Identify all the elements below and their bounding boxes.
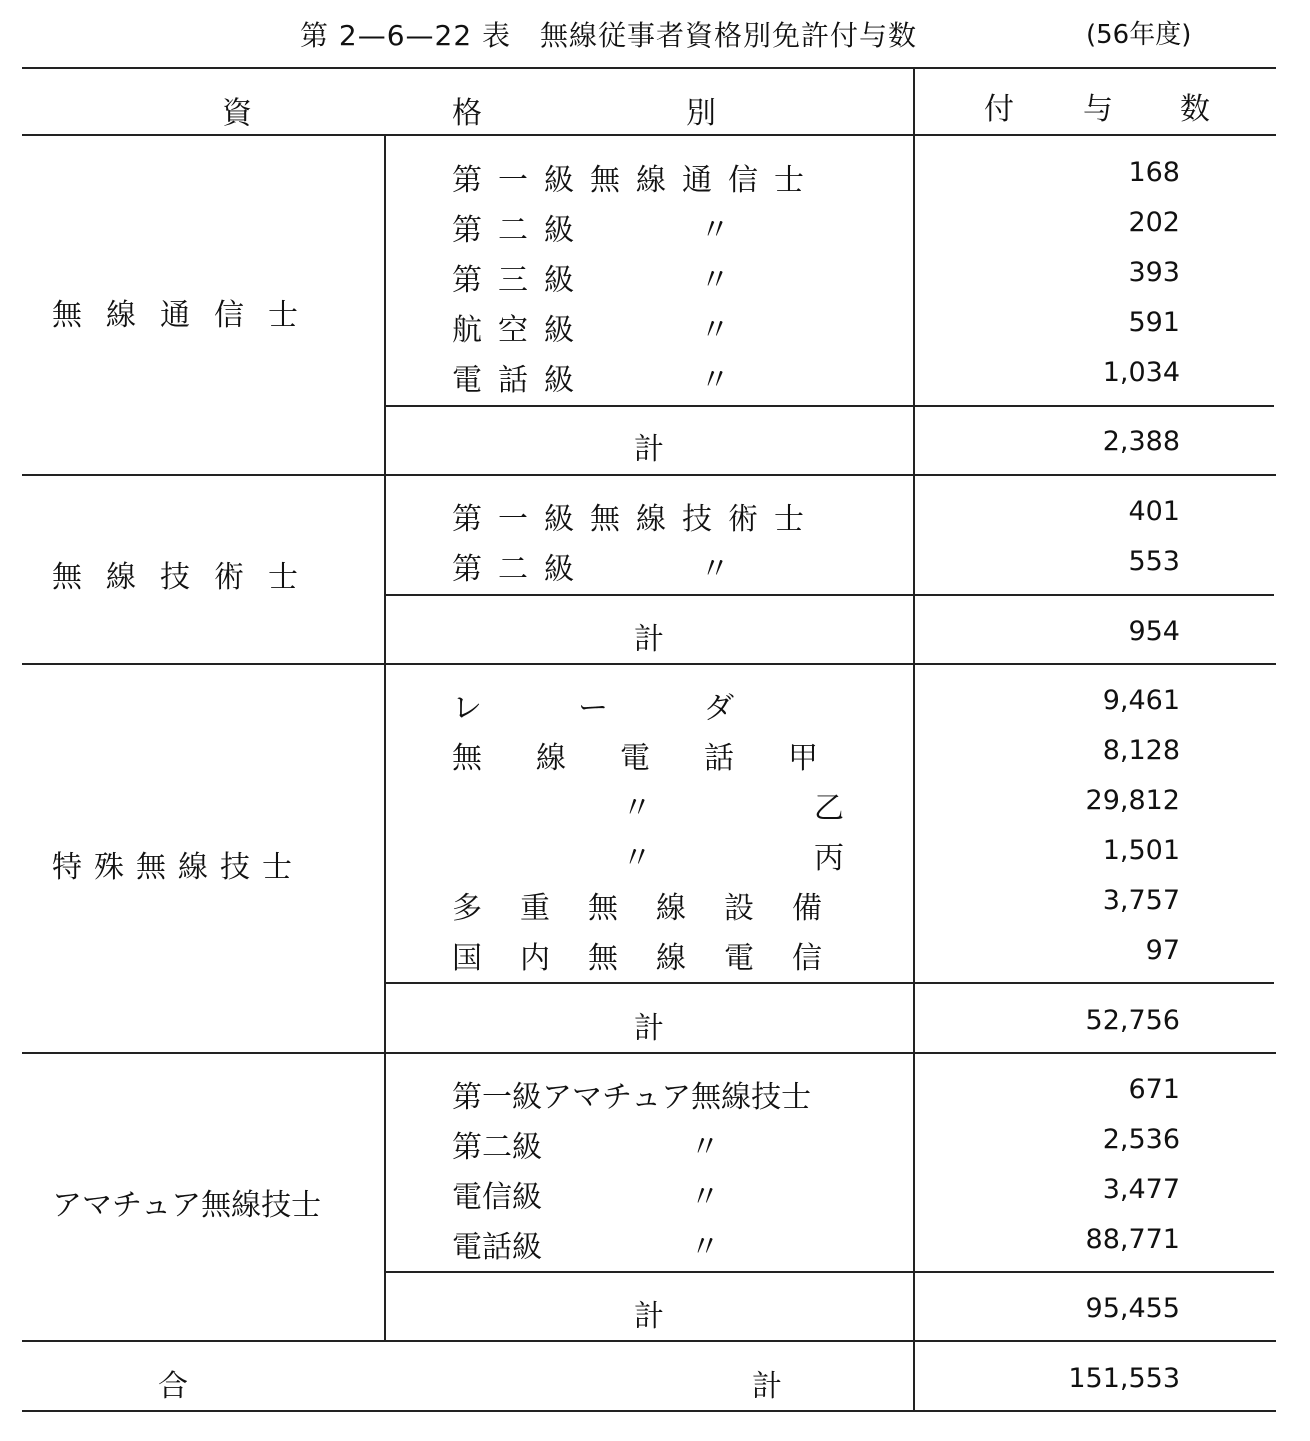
row-mark: 〃 (700, 552, 730, 587)
header-qual-3: 別 (686, 96, 716, 131)
rule-g2-sub (386, 594, 1274, 596)
group-name: 無線技術士 (52, 560, 322, 595)
subtotal-label: 計 (634, 1299, 664, 1334)
group-name: アマチュア無線技士 (52, 1188, 322, 1223)
header-qual-1: 資 (222, 96, 252, 131)
subtotal-value: 52,756 (1085, 1005, 1180, 1036)
header-qual-2: 格 (452, 96, 482, 131)
rule-g1-sub (386, 405, 1274, 407)
rule-top (22, 67, 1276, 69)
rule-g2-end (22, 663, 1276, 665)
row-label: 第二級 (452, 552, 590, 587)
rule-vert-right (913, 67, 915, 1410)
rule-g3-sub (386, 982, 1274, 984)
row-label: 多 重 無 線 設 備 (452, 891, 826, 926)
row-label: 無 線 電 話 甲 (452, 741, 830, 776)
row-mark: 〃 (690, 1230, 720, 1265)
subtotal-value: 95,455 (1085, 1293, 1180, 1324)
row-value: 591 (1128, 307, 1180, 338)
rule-g4-sub (386, 1271, 1274, 1273)
row-label: 第三級 (452, 263, 590, 298)
rule-vert-g4 (384, 1052, 386, 1340)
row-value: 88,771 (1085, 1224, 1180, 1255)
grand-total-label-2: 計 (752, 1369, 782, 1404)
subtotal-value: 2,388 (1102, 426, 1180, 457)
row-mark: 〃 (690, 1180, 720, 1215)
row-label: 第一級アマチュア無線技士 (452, 1080, 812, 1115)
row-label: 第一級無線通信士 (452, 163, 820, 198)
rule-header-bottom (22, 134, 1276, 136)
row-mark: 丙 (814, 841, 844, 876)
row-mark: 〃 (700, 313, 730, 348)
row-label: 第一級無線技術士 (452, 502, 820, 537)
rule-vert-g2 (384, 474, 386, 663)
row-value: 3,757 (1102, 885, 1180, 916)
rule-vert-g3 (384, 663, 386, 1052)
table-title: 第 2—6—22 表 無線従事者資格別免許付与数 (300, 19, 918, 52)
rule-g3-end (22, 1052, 1276, 1054)
subtotal-label: 計 (634, 622, 664, 657)
row-label: レ ー ダ (452, 691, 746, 726)
row-mark: 〃 (690, 1130, 720, 1165)
row-value: 202 (1128, 207, 1180, 238)
row-value: 671 (1128, 1074, 1180, 1105)
group-name: 特殊無線技士 (52, 850, 304, 885)
row-value: 97 (1145, 935, 1180, 966)
row-label: 〃 (622, 791, 652, 826)
fiscal-year-label: (56年度) (1086, 20, 1192, 50)
group-name: 無線通信士 (52, 298, 322, 333)
row-mark: 〃 (700, 263, 730, 298)
row-label: 電話級 (452, 363, 590, 398)
rule-g4-end (22, 1340, 1276, 1342)
row-value: 1,501 (1102, 835, 1180, 866)
row-mark: 〃 (700, 213, 730, 248)
row-label: 〃 (622, 841, 652, 876)
row-value: 553 (1128, 546, 1180, 577)
subtotal-label: 計 (634, 1011, 664, 1046)
row-value: 29,812 (1085, 785, 1180, 816)
row-value: 401 (1128, 496, 1180, 527)
rule-bottom (22, 1410, 1276, 1412)
row-value: 2,536 (1102, 1124, 1180, 1155)
header-count-2: 与 (1083, 92, 1113, 127)
row-value: 168 (1128, 157, 1180, 188)
grand-total-label-1: 合 (158, 1369, 188, 1404)
row-value: 3,477 (1102, 1174, 1180, 1205)
row-mark: 〃 (700, 363, 730, 398)
row-value: 393 (1128, 257, 1180, 288)
rule-g1-end (22, 474, 1276, 476)
row-label: 航空級 (452, 313, 590, 348)
row-value: 8,128 (1102, 735, 1180, 766)
subtotal-label: 計 (634, 432, 664, 467)
header-count-1: 付 (984, 92, 1014, 127)
row-label: 国 内 無 線 電 信 (452, 941, 826, 976)
row-label: 第二級 (452, 213, 590, 248)
row-label: 電信級 (452, 1180, 542, 1215)
row-label: 電話級 (452, 1230, 542, 1265)
row-label: 第二級 (452, 1130, 542, 1165)
row-value: 1,034 (1102, 357, 1180, 388)
header-count-3: 数 (1180, 92, 1210, 127)
grand-total-value: 151,553 (1068, 1363, 1180, 1394)
row-mark: 乙 (814, 791, 844, 826)
rule-vert-g1 (384, 134, 386, 474)
row-value: 9,461 (1102, 685, 1180, 716)
subtotal-value: 954 (1128, 616, 1180, 647)
